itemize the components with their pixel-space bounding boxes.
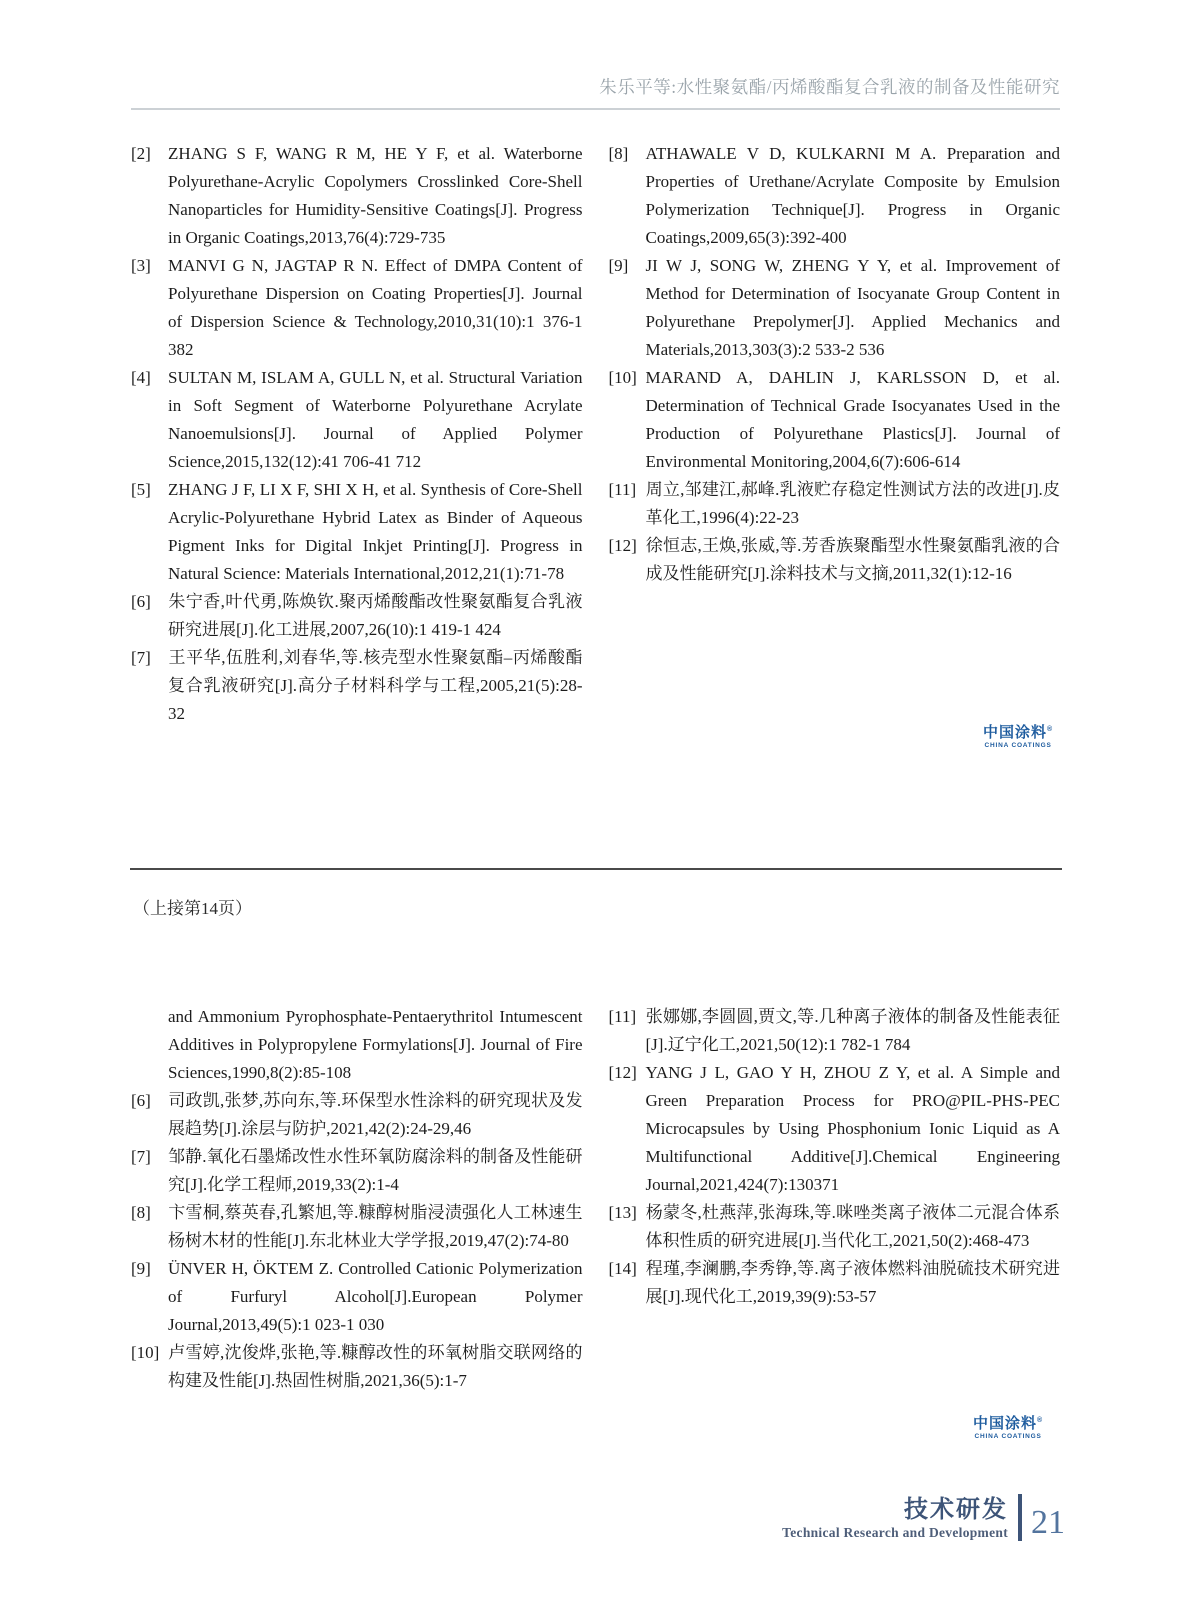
page-footer [782,1494,1065,1541]
reference-text: YANG J L, GAO Y H, ZHOU Z Y, et al. A Simple and Green Preparation Process for PRO@PIL-PHS-PEC Microcapsules by Using Phosphonium Ionic Liquid as A Multifunctional Additive[J].Chemical Engineering Journal,2021,424(7):130371 [645,1063,1060,1194]
reference-text: ZHANG J F, LI X F, SHI X H, et al. Synthesis of Core-Shell Acrylic-Polyurethane Hybrid Latex as Binder of Aqueous Pigment Inks for Digital Inkjet Printing[J]. Progress in Natural Science: Materials International,2012,21(1):71-78 [168,480,583,583]
reference-text: MARAND A, DAHLIN J, KARLSSON D, et al. Determination of Technical Grade Isocyanates Used in the Production of Polyurethane Plastics[J]. Journal of Environmental Monitoring,2004,6(7):606-614 [645,368,1060,471]
reference-item [131,252,583,364]
reference-item [609,1199,1061,1255]
reference-text: 王平华,伍胜利,刘春华,等.核壳型水性聚氨酯–丙烯酸酯复合乳液研究[J].高分子材料科学与工程,2005,21(5):28-32 [168,648,583,723]
page-number: 21 [1031,1504,1065,1541]
reference-item [609,476,1061,532]
reference-item [609,140,1061,252]
references-section-top [131,140,1060,728]
reference-item [609,1255,1061,1311]
reference-number: [13] [608,1203,637,1222]
reference-number: [2] [131,144,151,163]
reference-number: [5] [131,480,151,499]
reference-number: [10] [131,1343,160,1362]
reference-item [609,252,1061,364]
reference-number: [11] [608,1007,637,1026]
reference-item [131,1003,583,1087]
reference-text: ZHANG S F, WANG R M, HE Y F, et al. Waterborne Polyurethane-Acrylic Copolymers Crosslinked Core-Shell Nanoparticles for Humidity-Sensitive Coatings[J]. Progress in Organic Coatings,2013,76(4):729-735 [168,144,583,247]
references-column-right [609,140,1061,728]
references-column-left [131,140,583,728]
reference-item [131,1143,583,1199]
reference-text: 朱宁香,叶代勇,陈焕钦.聚丙烯酸酯改性聚氨酯复合乳液研究进展[J].化工进展,2007,26(10):1 419-1 424 [168,592,583,639]
reference-item [609,1003,1061,1059]
registered-trademark-icon: ® [1037,1417,1044,1424]
reference-text: 司政凯,张梦,苏向东,等.环保型水性涂料的研究现状及发展趋势[J].涂层与防护,2021,42(2):24-29,46 [168,1091,583,1138]
reference-text: 杨蒙冬,杜燕萍,张海珠,等.咪唑类离子液体二元混合体系体积性质的研究进展[J].当代化工,2021,50(2):468-473 [645,1203,1060,1250]
reference-number: [7] [131,648,151,667]
reference-number: [12] [608,1063,637,1082]
reference-text: ATHAWALE V D, KULKARNI M A. Preparation and Properties of Urethane/Acrylate Composite by Emulsion Polymerization Technique[J]. Progress in Organic Coatings,2009,65(3):392-400 [645,144,1060,247]
reference-number: [11] [608,480,637,499]
reference-number: [14] [608,1259,637,1278]
reference-item [131,644,583,728]
reference-item [609,532,1061,588]
reference-text: and Ammonium Pyrophosphate-Pentaerythritol Intumescent Additives in Polypropylene Formylations[J]. Journal of Fire Sciences,1990,8(2):85-108 [168,1007,583,1082]
reference-item [131,1255,583,1339]
reference-number: [8] [608,144,629,163]
reference-number: [6] [131,1091,151,1110]
reference-number: [10] [608,368,637,387]
reference-item [131,1087,583,1143]
reference-item [131,364,583,476]
reference-text: 程瑾,李澜鹏,李秀铮,等.离子液体燃料油脱硫技术研究进展[J].现代化工,2019,39(9):53-57 [645,1259,1060,1306]
reference-text: 张娜娜,李圆圆,贾文,等.几种离子液体的制备及性能表征[J].辽宁化工,2021,50(12):1 782-1 784 [645,1007,1060,1054]
footer-divider-bar [1018,1494,1022,1541]
reference-text: JI W J, SONG W, ZHENG Y Y, et al. Improvement of Method for Determination of Isocyanate Group Content in Polyurethane Prepolymer[J]. Applied Mechanics and Materials,2013,303(3):2 533-2 536 [645,256,1060,359]
reference-text: 周立,邹建江,郝峰.乳液贮存稳定性测试方法的改进[J].皮革化工,1996(4):22-23 [645,480,1060,527]
reference-item [131,1339,583,1395]
references-section-bottom [131,1003,1060,1395]
references-column-left [131,1003,583,1395]
footer-section-title-en: Technical Research and Development [782,1525,1008,1540]
logo-en-text: CHINA COATINGS [974,1433,1042,1441]
china-coatings-logo [973,1415,1043,1441]
reference-text: 徐恒志,王焕,张威,等.芳香族聚酯型水性聚氨酯乳液的合成及性能研究[J].涂料技术与文摘,2011,32(1):12-16 [645,536,1060,583]
reference-item [609,364,1061,476]
reference-text: 邹静.氧化石墨烯改性水性环氧防腐涂料的制备及性能研究[J].化学工程师,2019,33(2):1-4 [168,1147,583,1194]
reference-item [131,1199,583,1255]
reference-item [131,588,583,644]
registered-trademark-icon: ® [1047,726,1054,733]
reference-number: [9] [131,1259,151,1278]
running-title: 朱乐平等:水性聚氨酯/丙烯酸酯复合乳液的制备及性能研究 [131,74,1060,110]
logo-cn-text: 中国涂料® [973,1415,1044,1432]
footer-section-title-cn: 技术研发 [904,1495,1008,1523]
logo-en-text: CHINA COATINGS [984,742,1052,750]
reference-number: [7] [131,1147,151,1166]
china-coatings-logo [983,724,1053,750]
reference-item [131,140,583,252]
reference-number: [3] [131,256,151,275]
logo-cn-text: 中国涂料® [983,724,1054,741]
section-divider [130,868,1062,870]
reference-number: [6] [131,592,151,611]
footer-section-titles [782,1497,1008,1541]
reference-text: 卞雪桐,蔡英春,孔繁旭,等.糠醇树脂浸渍强化人工林速生杨树木材的性能[J].东北林业大学学报,2019,47(2):74-80 [168,1203,583,1250]
reference-item [131,476,583,588]
reference-number: [4] [131,368,151,387]
reference-number: [9] [608,256,629,275]
reference-text: MANVI G N, JAGTAP R N. Effect of DMPA Content of Polyurethane Dispersion on Coating Properties[J]. Journal of Dispersion Science & Technology,2010,31(10):1 376-1 382 [168,256,583,359]
reference-text: ÜNVER H, ÖKTEM Z. Controlled Cationic Polymerization of Furfuryl Alcohol[J].European Polymer Journal,2013,49(5):1 023-1 030 [168,1259,583,1334]
reference-number: [12] [608,536,637,555]
reference-item [609,1059,1061,1199]
reference-number: [8] [131,1203,151,1222]
reference-text: SULTAN M, ISLAM A, GULL N, et al. Structural Variation in Soft Segment of Waterborne Polyurethane Acrylate Nanoemulsions[J]. Journal of Applied Polymer Science,2015,132(12):41 706-41 712 [168,368,583,471]
reference-text: 卢雪婷,沈俊烨,张艳,等.糠醇改性的环氧树脂交联网络的构建及性能[J].热固性树脂,2021,36(5):1-7 [168,1343,583,1390]
continuation-note: （上接第14页） [133,899,252,918]
references-column-right [609,1003,1061,1395]
